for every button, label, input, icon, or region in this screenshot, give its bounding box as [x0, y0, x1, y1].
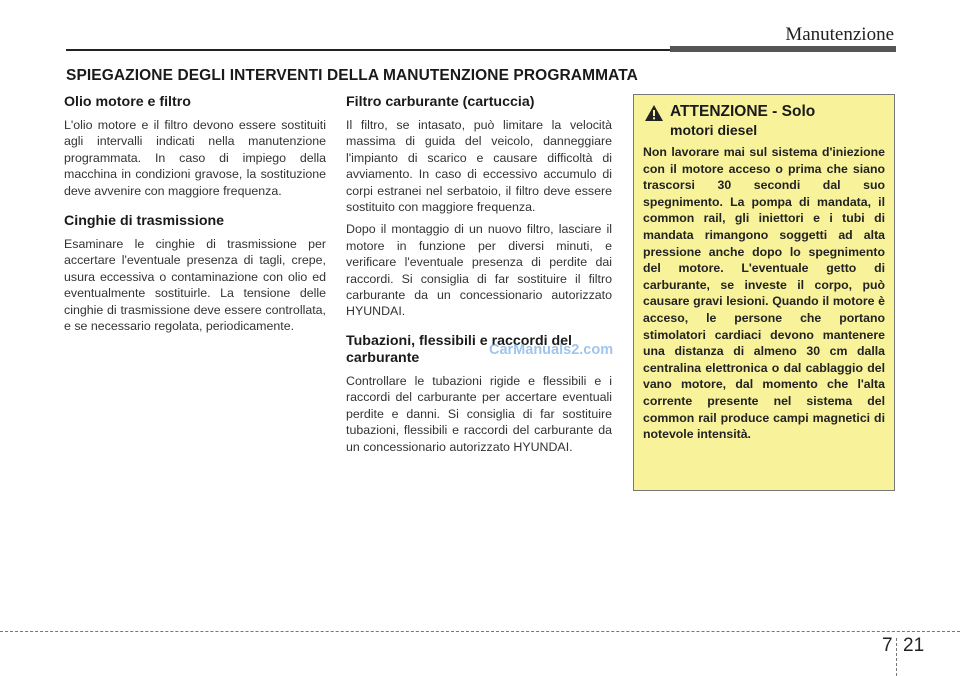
- fuel-lines-heading: Tubazioni, flessibili e raccordi del carburante: [346, 332, 573, 366]
- warning-subtitle: motori diesel: [670, 122, 758, 138]
- header-rule-accent: [670, 46, 896, 52]
- warning-box: [633, 94, 895, 491]
- warning-header: [643, 103, 885, 139]
- footer-rule: [0, 631, 960, 632]
- column-middle: [346, 94, 612, 461]
- page-number: 21: [903, 635, 925, 656]
- fuel-filter-text-2: Dopo il montaggio di un nuovo filtro, lasciare il motore in funzione per diversi minuti, e verificare l'eventuale presenza di perdite dai raccordi. Si consiglia di far sostituire il filtro carburante da un concessionario autorizzato HYUNDAI.: [346, 222, 612, 319]
- drive-belts-text: Esaminare le cinghie di trasmissione per accertare l'eventuale presenza di tagli, crepe, usura eccessiva o contaminazione con olio ed eventualmente sostituirle. La tensione delle cinghie di trasmissione deve essere controllata, e se necessario regolata, periodicamente.: [64, 237, 326, 334]
- section-title: SPIEGAZIONE DEGLI INTERVENTI DELLA MANUTENZIONE PROGRAMMATA: [66, 67, 638, 84]
- warning-body: Non lavorare mai sul sistema d'iniezione con il motore acceso o prima che siano trascorsi 30 secondi dal suo spegnimento. La pompa di mandata, il common rail, gli iniettori e i tubi di mandata rimangono soggetti ad alta pressione anche dopo lo spegnimento del motore. L'eventuale getto di carburante, se investe il corpo, può causare gravi lesioni. Quando il motore è acceso, le persone che portano stimolatori cardiaci devono mantenere una distanza di almeno 30 cm dalla centralina elettronica o dal cablaggio del vano motore, dal momento che l'alta corrente presente nel sistema del common rail produce campi magnetici di notevole intensità.: [643, 145, 885, 442]
- header-chapter-title: Manutenzione: [785, 24, 894, 45]
- chapter-number: 7: [882, 635, 893, 656]
- header-rule: [66, 49, 670, 51]
- watermark: CarManuals2.com: [489, 342, 614, 358]
- warning-title-main: ATTENZIONE - Solo: [670, 103, 816, 120]
- warning-triangle-icon: [644, 104, 664, 122]
- column-left: [64, 94, 326, 340]
- fuel-lines-text: Controllare le tubazioni rigide e flessibili e i raccordi del carburante per accertare eventuali perdite e danni. Si consiglia di far sostituire tubazioni, flessibili e raccordi del carburante da un concessionario autorizzato HYUNDAI.: [346, 373, 612, 454]
- fuel-filter-text-1: Il filtro, se intasato, può limitare la velocità massima di guida del veicolo, danneggiare l'impianto di scarico e causare difficoltà di avviamento. In caso di eccessivo accumulo di corpi estranei nel serbatoio, il filtro deve essere sostituito con maggiore frequenza.: [346, 118, 612, 215]
- fuel-filter-heading: Filtro carburante (cartuccia): [346, 94, 535, 110]
- drive-belts-heading: Cinghie di trasmissione: [64, 213, 225, 230]
- page-number-separator: [896, 638, 898, 676]
- warning-title: [670, 103, 815, 139]
- oil-filter-heading: Olio motore e filtro: [64, 94, 191, 110]
- oil-filter-text: L'olio motore e il filtro devono essere sostituiti agli intervalli indicati nella manutenzione programmata. In caso di impiego della macchina in condizioni gravose, la sostituzione deve avvenire con maggiore frequenza.: [64, 118, 326, 198]
